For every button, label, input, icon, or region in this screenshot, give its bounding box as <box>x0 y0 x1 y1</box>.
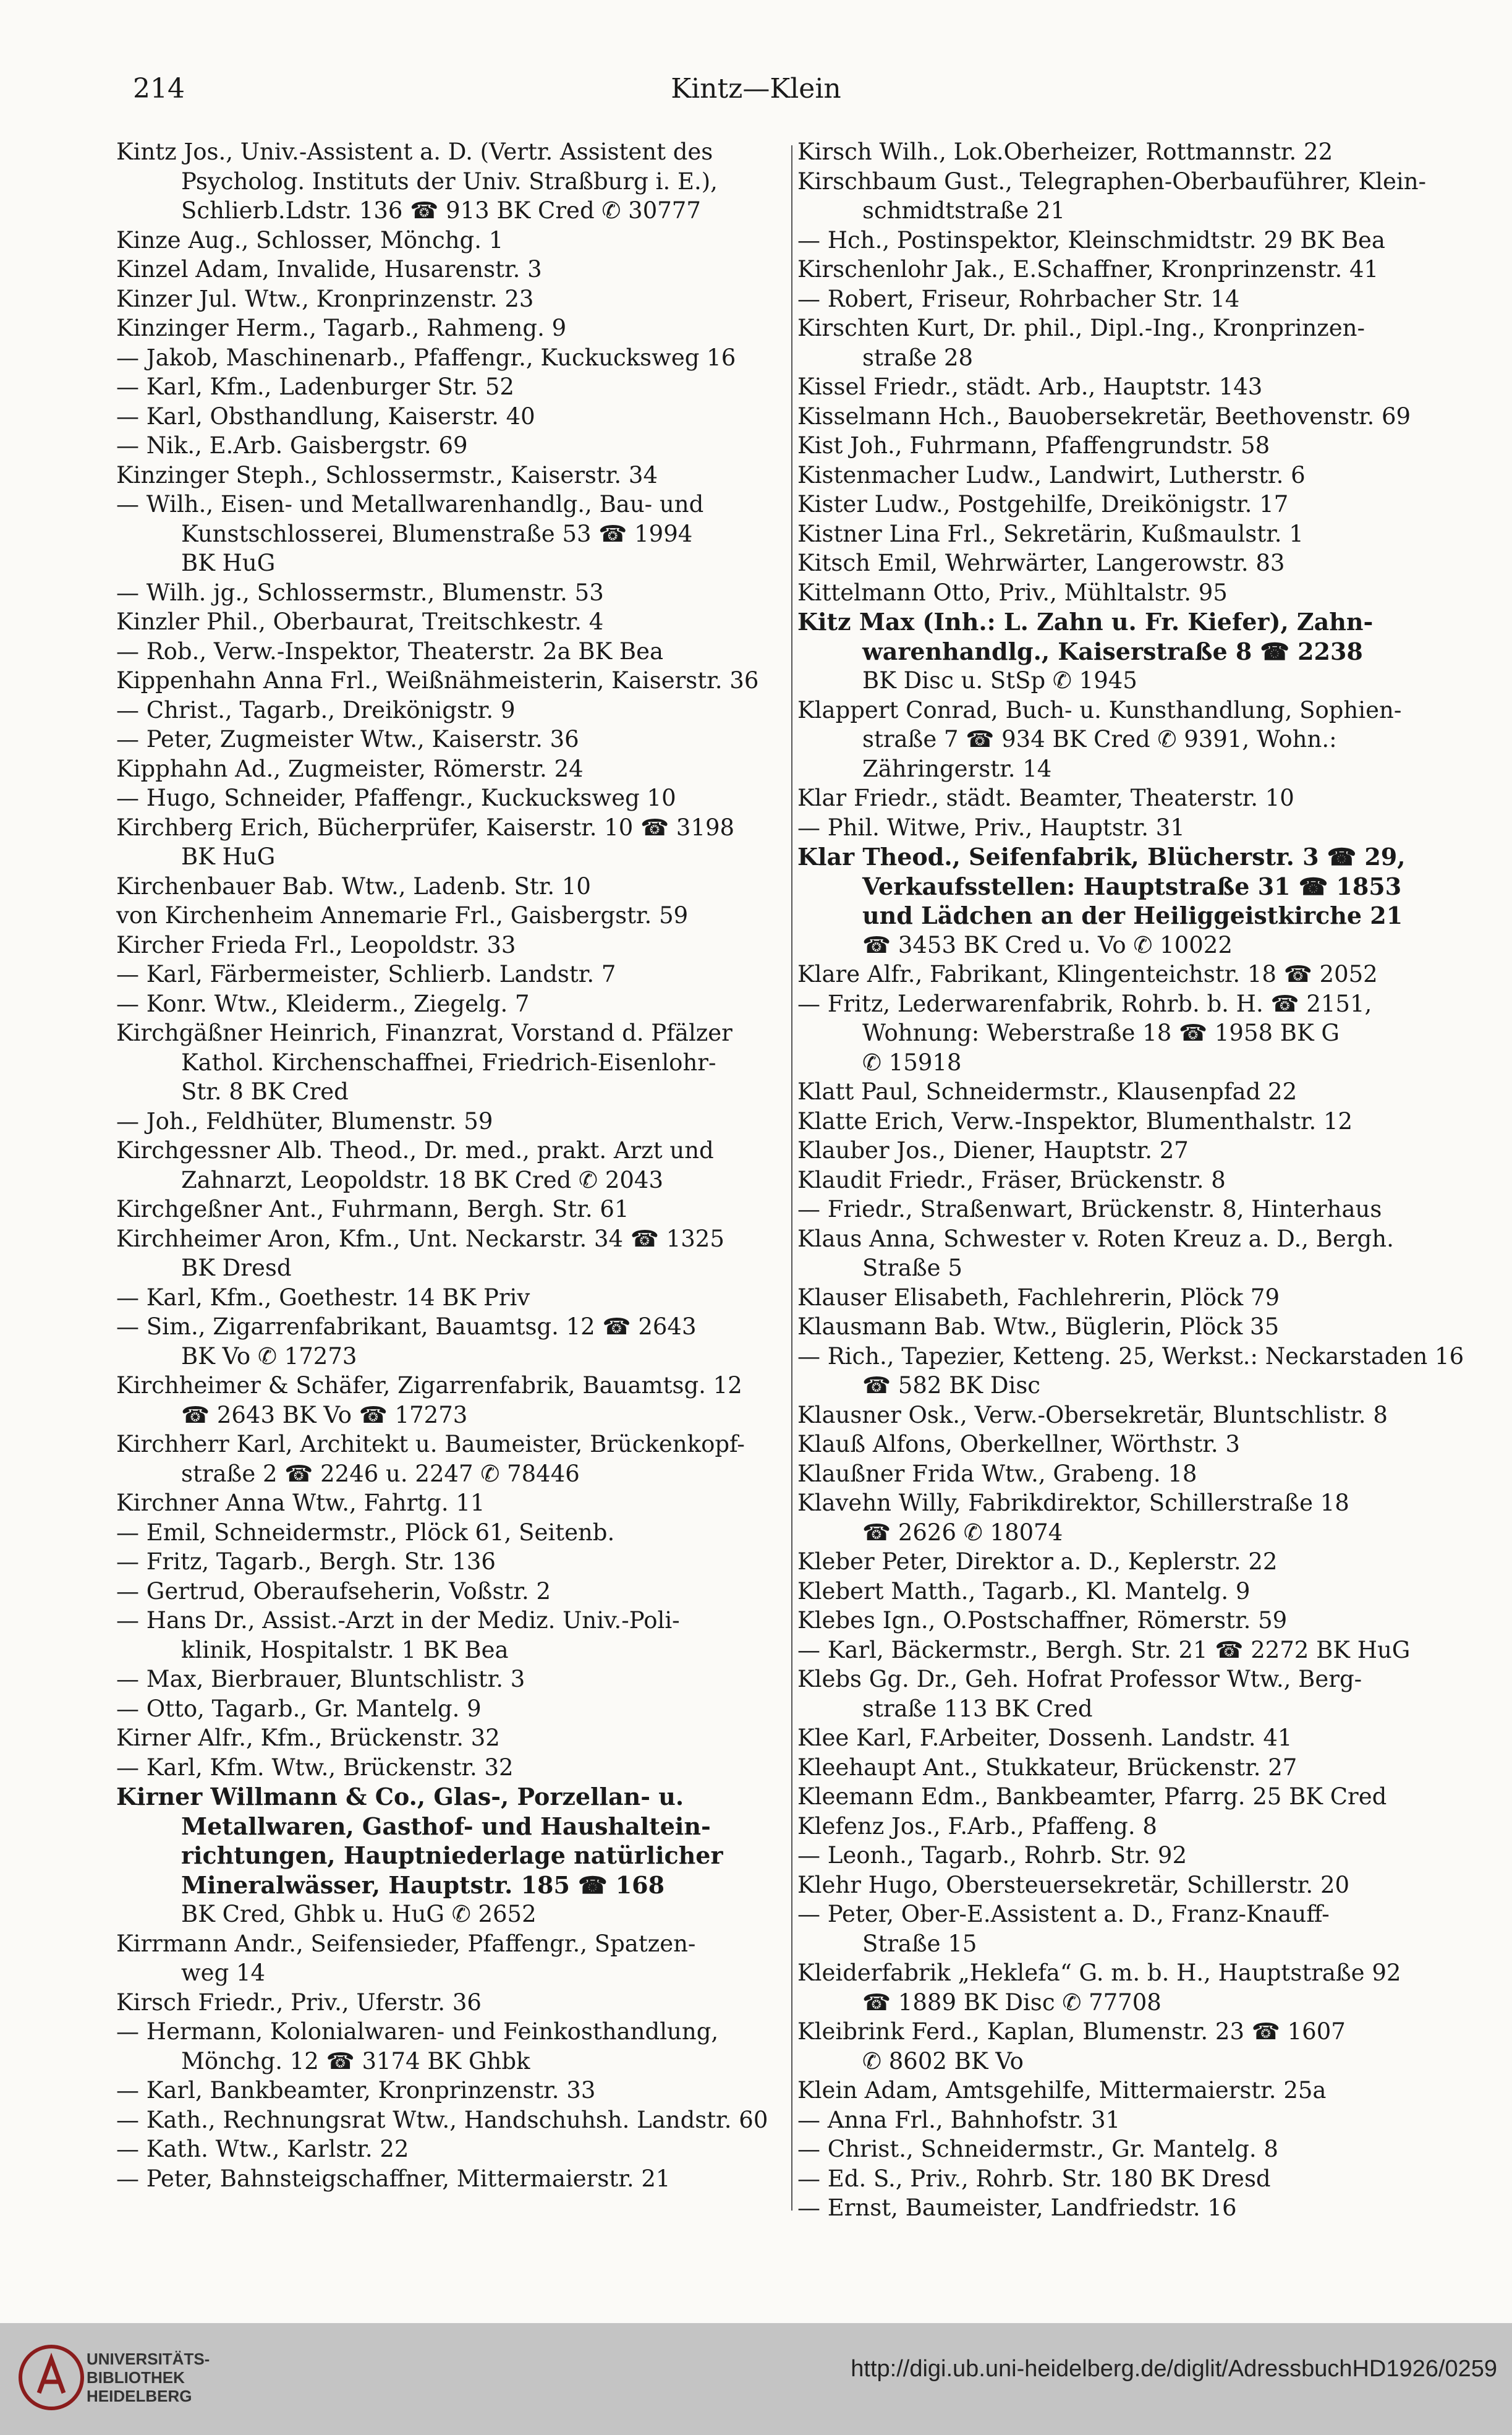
directory-entry-line: ☎ 1889 BK Disc ✆ 77708 <box>862 1989 1162 2016</box>
directory-entry-line: Kissel Friedr., städt. Arb., Hauptstr. 143 <box>797 373 1263 400</box>
directory-entry-line: — Kath. Wtw., Karlstr. 22 <box>116 2136 409 2162</box>
directory-entry-line: Kleiderfabrik „Heklefa“ G. m. b. H., Hauptstraße 92 <box>797 1960 1401 1986</box>
directory-entry-line: Kirchheimer & Schäfer, Zigarrenfabrik, Bauamtsg. 12 <box>116 1372 742 1399</box>
directory-entry-line: Klausner Osk., Verw.-Obersekretär, Bluntschlistr. 8 <box>797 1401 1388 1428</box>
directory-entry-line: Klar Friedr., städt. Beamter, Theaterstr. 10 <box>797 785 1294 811</box>
right-column <box>797 137 1502 2223</box>
directory-entry-line: Psycholog. Instituts der Univ. Straßburg i. E.), <box>181 168 718 195</box>
directory-entry-line: — Fritz, Tagarb., Bergh. Str. 136 <box>116 1548 496 1575</box>
directory-entry-line: Kleemann Edm., Bankbeamter, Pfarrg. 25 BK Cred <box>797 1783 1387 1810</box>
directory-entry-line: Klebert Matth., Tagarb., Kl. Mantelg. 9 <box>797 1577 1251 1605</box>
directory-entry-line: Klebs Gg. Dr., Geh. Hofrat Professor Wtw., Berg- <box>797 1666 1362 1692</box>
directory-entry-line: Kirchberg Erich, Bücherprüfer, Kaiserstr. 10 ☎ 3198 <box>116 814 735 841</box>
directory-entry-line: Kircher Frieda Frl., Leopoldstr. 33 <box>116 931 516 958</box>
directory-entry-line: Kister Ludw., Postgehilfe, Dreikönigstr. 17 <box>797 491 1289 518</box>
directory-entry-line-advert: Verkaufsstellen: Hauptstraße 31 ☎ 1853 <box>862 872 1402 900</box>
directory-entry-line: — Karl, Obsthandlung, Kaiserstr. 40 <box>116 403 535 430</box>
directory-entry-line: Kirchenbauer Bab. Wtw., Ladenb. Str. 10 <box>116 872 591 900</box>
directory-entry-line: Klausmann Bab. Wtw., Büglerin, Plöck 35 <box>797 1313 1280 1340</box>
directory-entry-line: Kinzer Jul. Wtw., Kronprinzenstr. 23 <box>116 285 534 312</box>
directory-entry-line: ☎ 2643 BK Vo ☎ 17273 <box>181 1401 468 1428</box>
directory-entry-line: ☎ 3453 BK Cred u. Vo ✆ 10022 <box>862 931 1233 958</box>
directory-entry-line: Kleber Peter, Direktor a. D., Keplerstr. 22 <box>797 1548 1278 1575</box>
directory-entry-line: Kittelmann Otto, Priv., Mühltalstr. 95 <box>797 579 1228 606</box>
directory-entry-line: Kirsch Friedr., Priv., Uferstr. 36 <box>116 1989 482 2016</box>
directory-entry-line: — Jakob, Maschinenarb., Pfaffengr., Kuckucksweg 16 <box>116 344 736 371</box>
directory-entry-line: Kippenhahn Anna Frl., Weißnähmeisterin, Kaiserstr. 36 <box>116 667 759 694</box>
page-number: 214 <box>133 73 185 104</box>
directory-entry-line: — Emil, Schneidermstr., Plöck 61, Seitenb. <box>116 1519 615 1546</box>
directory-entry-line: Kist Joh., Fuhrmann, Pfaffengrundstr. 58 <box>797 432 1270 459</box>
directory-entry-line: Klauber Jos., Diener, Hauptstr. 27 <box>797 1137 1189 1164</box>
directory-entry-line: BK Cred, Ghbk u. HuG ✆ 2652 <box>181 1901 537 1927</box>
directory-entry-line: — Karl, Bäckermstr., Bergh. Str. 21 ☎ 2272 BK HuG <box>797 1636 1411 1663</box>
directory-entry-line: Kirchgäßner Heinrich, Finanzrat, Vorstand d. Pfälzer <box>116 1020 733 1046</box>
directory-entry-line-advert: und Lädchen an der Heiliggeistkirche 21 <box>862 902 1403 929</box>
directory-entry-line: Kathol. Kirchenschaffnei, Friedrich-Eisenlohr- <box>181 1049 716 1076</box>
directory-entry-line: Kirchheimer Aron, Kfm., Unt. Neckarstr. 34 ☎ 1325 <box>116 1225 724 1252</box>
directory-entry-line-advert: Kitz Max (Inh.: L. Zahn u. Fr. Kiefer), Zahn- <box>797 608 1374 636</box>
directory-entry-line: Klauser Elisabeth, Fachlehrerin, Plöck 79 <box>797 1284 1280 1311</box>
directory-entry-line: Klare Alfr., Fabrikant, Klingenteichstr. 18 ☎ 2052 <box>797 961 1378 987</box>
directory-entry-line: Kinzinger Herm., Tagarb., Rahmeng. 9 <box>116 315 567 341</box>
library-logo-icon <box>17 2343 85 2412</box>
directory-entry-line: — Peter, Bahnsteigschaffner, Mittermaierstr. 21 <box>116 2165 671 2192</box>
directory-entry-line: — Rob., Verw.-Inspektor, Theaterstr. 2a BK Bea <box>116 638 664 665</box>
library-line-1: UNIVERSITÄTS- <box>87 2350 210 2368</box>
directory-entry-line: — Karl, Kfm. Wtw., Brückenstr. 32 <box>116 1754 514 1781</box>
directory-entry-line: BK Disc u. StSp ✆ 1945 <box>862 667 1137 694</box>
directory-entry-line: Klebes Ign., O.Postschaffner, Römerstr. 59 <box>797 1607 1288 1634</box>
directory-entry-line: Kitsch Emil, Wehrwärter, Langerowstr. 83 <box>797 550 1285 576</box>
directory-entry-line: — Fritz, Lederwarenfabrik, Rohrb. b. H. ☎ 2151, <box>797 990 1372 1017</box>
directory-entry-line: Schlierb.Ldstr. 136 ☎ 913 BK Cred ✆ 30777 <box>181 197 701 224</box>
directory-entry-line: BK HuG <box>181 550 276 576</box>
directory-entry-line: ☎ 2626 ✆ 18074 <box>862 1519 1063 1546</box>
directory-entry-line: — Peter, Zugmeister Wtw., Kaiserstr. 36 <box>116 726 579 753</box>
directory-entry-line: Kirchherr Karl, Architekt u. Baumeister, Brückenkopf- <box>116 1431 745 1457</box>
directory-entry-line: straße 2 ☎ 2246 u. 2247 ✆ 78446 <box>181 1460 580 1487</box>
library-name <box>87 2350 210 2405</box>
directory-entry-line: — Ed. S., Priv., Rohrb. Str. 180 BK Dresd <box>797 2165 1271 2192</box>
directory-entry-line: ✆ 15918 <box>862 1049 962 1076</box>
directory-entry-line: — Gertrud, Oberaufseherin, Voßstr. 2 <box>116 1577 551 1605</box>
directory-entry-line: Kirschbaum Gust., Telegraphen-Oberbauführer, Klein- <box>797 168 1427 195</box>
directory-entry-line: — Hugo, Schneider, Pfaffengr., Kuckucksweg 10 <box>116 785 676 811</box>
directory-entry-line: — Max, Bierbrauer, Bluntschlistr. 3 <box>116 1666 525 1692</box>
directory-entry-line: Straße 15 <box>862 1930 977 1957</box>
directory-entry-line: — Peter, Ober-E.Assistent a. D., Franz-Knauff- <box>797 1901 1330 1927</box>
directory-entry-line: Kirner Alfr., Kfm., Brückenstr. 32 <box>116 1725 500 1751</box>
directory-entry-line: Klatt Paul, Schneidermstr., Klausenpfad 22 <box>797 1078 1298 1105</box>
directory-entry-line: Kirchgessner Alb. Theod., Dr. med., prakt. Arzt und <box>116 1137 714 1164</box>
directory-entry-line: ☎ 582 BK Disc <box>862 1372 1041 1399</box>
directory-entry-line: Zahnarzt, Leopoldstr. 18 BK Cred ✆ 2043 <box>181 1166 663 1193</box>
directory-entry-line: — Christ., Schneidermstr., Gr. Mantelg. 8 <box>797 2136 1278 2162</box>
directory-entry-line: Zähringerstr. 14 <box>862 755 1052 782</box>
directory-entry-line: — Karl, Bankbeamter, Kronprinzenstr. 33 <box>116 2077 596 2104</box>
directory-entry-line: Kistner Lina Frl., Sekretärin, Kußmaulstr. 1 <box>797 520 1304 547</box>
library-line-2: BIBLIOTHEK <box>87 2368 185 2387</box>
directory-entry-line: schmidtstraße 21 <box>862 197 1066 224</box>
directory-entry-line: — Rich., Tapezier, Ketteng. 25, Werkst.: Neckarstaden 16 <box>797 1342 1464 1370</box>
column-divider <box>791 145 792 2211</box>
directory-entry-line: — Otto, Tagarb., Gr. Mantelg. 9 <box>116 1695 482 1722</box>
directory-entry-line: Wohnung: Weberstraße 18 ☎ 1958 BK G <box>862 1020 1340 1046</box>
directory-entry-line: BK Dresd <box>181 1255 292 1281</box>
directory-entry-line: Klaußner Frida Wtw., Grabeng. 18 <box>797 1460 1197 1487</box>
directory-entry-line: Kinzler Phil., Oberbaurat, Treitschkestr. 4 <box>116 608 604 635</box>
directory-entry-line: Straße 5 <box>862 1255 962 1281</box>
directory-entry-line: Mönchg. 12 ☎ 3174 BK Ghbk <box>181 2047 530 2075</box>
library-line-3: HEIDELBERG <box>87 2387 192 2405</box>
directory-entry-line: Str. 8 BK Cred <box>181 1078 349 1105</box>
directory-entry-line: weg 14 <box>181 1960 266 1986</box>
directory-entry-line: — Kath., Rechnungsrat Wtw., Handschuhsh. Landstr. 60 <box>116 2106 768 2133</box>
directory-entry-line: — Sim., Zigarrenfabrikant, Bauamtsg. 12 ☎ 2643 <box>116 1313 697 1340</box>
directory-entry-line: — Ernst, Baumeister, Landfriedstr. 16 <box>797 2194 1237 2221</box>
directory-entry-line: straße 113 BK Cred <box>862 1695 1093 1722</box>
left-column <box>116 137 784 2193</box>
directory-entry-line-advert: Mineralwässer, Hauptstr. 185 ☎ 168 <box>181 1870 665 1899</box>
directory-entry-line-advert: warenhandlg., Kaiserstraße 8 ☎ 2238 <box>862 637 1363 665</box>
directory-entry-line: — Phil. Witwe, Priv., Hauptstr. 31 <box>797 814 1185 841</box>
source-url-link[interactable]: http://digi.ub.uni-heidelberg.de/diglit/AdressbuchHD1926/0259 <box>851 2356 1497 2382</box>
directory-entry-line: — Anna Frl., Bahnhofstr. 31 <box>797 2106 1121 2133</box>
directory-entry-line: — Joh., Feldhüter, Blumenstr. 59 <box>116 1107 493 1135</box>
directory-entry-line: Kirchgeßner Ant., Fuhrmann, Bergh. Str. 61 <box>116 1196 629 1222</box>
directory-entry-line: straße 28 <box>862 344 974 371</box>
directory-entry-line: Kisselmann Hch., Bauobersekretär, Beethovenstr. 69 <box>797 403 1411 430</box>
directory-entry-line: klinik, Hospitalstr. 1 BK Bea <box>181 1636 509 1663</box>
directory-entry-line: — Leonh., Tagarb., Rohrb. Str. 92 <box>797 1842 1187 1869</box>
directory-entry-line: — Christ., Tagarb., Dreikönigstr. 9 <box>116 696 516 723</box>
directory-entry-line: — Konr. Wtw., Kleiderm., Ziegelg. 7 <box>116 990 530 1017</box>
directory-entry-line: Klee Karl, F.Arbeiter, Dossenh. Landstr. 41 <box>797 1725 1293 1751</box>
directory-entry-line: ✆ 8602 BK Vo <box>862 2047 1024 2075</box>
directory-entry-line: Kistenmacher Ludw., Landwirt, Lutherstr. 6 <box>797 461 1306 488</box>
directory-entry-line: Kirchner Anna Wtw., Fahrtg. 11 <box>116 1490 485 1516</box>
directory-entry-line: Kintz Jos., Univ.-Assistent a. D. (Vertr. Assistent des <box>116 139 713 165</box>
directory-entry-line: — Karl, Kfm., Ladenburger Str. 52 <box>116 373 514 400</box>
directory-entry-line: Klauß Alfons, Oberkellner, Wörthstr. 3 <box>797 1431 1240 1457</box>
directory-entry-line: Kinzinger Steph., Schlossermstr., Kaiserstr. 34 <box>116 461 658 488</box>
directory-entry-line: Klein Adam, Amtsgehilfe, Mittermaierstr. 25a <box>797 2077 1327 2104</box>
directory-entry-line: — Hch., Postinspektor, Kleinschmidtstr. 29 BK Bea <box>797 226 1385 254</box>
directory-entry-line-advert: richtungen, Hauptniederlage natürlicher <box>181 1841 723 1869</box>
directory-entry-line: — Wilh., Eisen- und Metallwarenhandlg., Bau- und <box>116 491 704 518</box>
directory-entry-line: Kleibrink Ferd., Kaplan, Blumenstr. 23 ☎ 1607 <box>797 2018 1346 2045</box>
directory-entry-line: Klaudit Friedr., Fräser, Brückenstr. 8 <box>797 1166 1226 1193</box>
directory-entry-line: Kirschenlohr Jak., E.Schaffner, Kronprinzenstr. 41 <box>797 256 1379 283</box>
directory-entry-line: Kleehaupt Ant., Stukkateur, Brückenstr. 27 <box>797 1754 1298 1781</box>
directory-entry-line: — Karl, Färbermeister, Schlierb. Landstr. 7 <box>116 961 616 987</box>
directory-entry-line: Kirschten Kurt, Dr. phil., Dipl.-Ing., Kronprinzen- <box>797 315 1365 341</box>
directory-entry-line: Klappert Conrad, Buch- u. Kunsthandlung, Sophien- <box>797 696 1402 723</box>
directory-entry-line: Kirsch Wilh., Lok.Oberheizer, Rottmannstr. 22 <box>797 139 1333 165</box>
directory-entry-line: — Hermann, Kolonialwaren- und Feinkosthandlung, <box>116 2018 719 2045</box>
directory-entry-line: — Karl, Kfm., Goethestr. 14 BK Priv <box>116 1284 530 1311</box>
directory-entry-line: Klefenz Jos., F.Arb., Pfaffeng. 8 <box>797 1812 1157 1840</box>
directory-entry-line-advert: Klar Theod., Seifenfabrik, Blücherstr. 3 ☎ 29, <box>797 843 1406 871</box>
directory-entry-line: Kinzel Adam, Invalide, Husarenstr. 3 <box>116 256 542 283</box>
directory-entry-line: Klehr Hugo, Obersteuersekretär, Schillerstr. 20 <box>797 1871 1350 1898</box>
directory-entry-line-advert: Metallwaren, Gasthof- und Haushaltein- <box>181 1812 711 1840</box>
directory-entry-line: Klaus Anna, Schwester v. Roten Kreuz a. D., Bergh. <box>797 1225 1394 1252</box>
directory-entry-line: — Robert, Friseur, Rohrbacher Str. 14 <box>797 285 1240 312</box>
directory-entry-line: von Kirchenheim Annemarie Frl., Gaisbergstr. 59 <box>116 902 689 929</box>
directory-entry-line: Kirrmann Andr., Seifensieder, Pfaffengr., Spatzen- <box>116 1930 696 1957</box>
running-head: Kintz—Klein <box>671 73 841 104</box>
directory-entry-line: — Friedr., Straßenwart, Brückenstr. 8, Hinterhaus <box>797 1196 1382 1222</box>
directory-entry-line: — Wilh. jg., Schlossermstr., Blumenstr. 53 <box>116 579 604 606</box>
directory-entry-line: Klavehn Willy, Fabrikdirektor, Schillerstraße 18 <box>797 1490 1349 1516</box>
directory-entry-line: BK HuG <box>181 843 276 870</box>
directory-entry-line: — Hans Dr., Assist.-Arzt in der Mediz. Univ.-Poli- <box>116 1607 680 1634</box>
directory-entry-line: — Nik., E.Arb. Gaisbergstr. 69 <box>116 432 468 459</box>
directory-entry-line: straße 7 ☎ 934 BK Cred ✆ 9391, Wohn.: <box>862 726 1337 753</box>
directory-entry-line: Kunstschlosserei, Blumenstraße 53 ☎ 1994 <box>181 520 693 547</box>
directory-entry-line: Kinze Aug., Schlosser, Mönchg. 1 <box>116 226 504 254</box>
directory-entry-line-advert: Kirner Willmann & Co., Glas-, Porzellan- u. <box>116 1783 684 1810</box>
directory-entry-line: Klatte Erich, Verw.-Inspektor, Blumenthalstr. 12 <box>797 1107 1353 1135</box>
directory-entry-line: BK Vo ✆ 17273 <box>181 1342 357 1370</box>
directory-entry-line: Kipphahn Ad., Zugmeister, Römerstr. 24 <box>116 755 584 782</box>
